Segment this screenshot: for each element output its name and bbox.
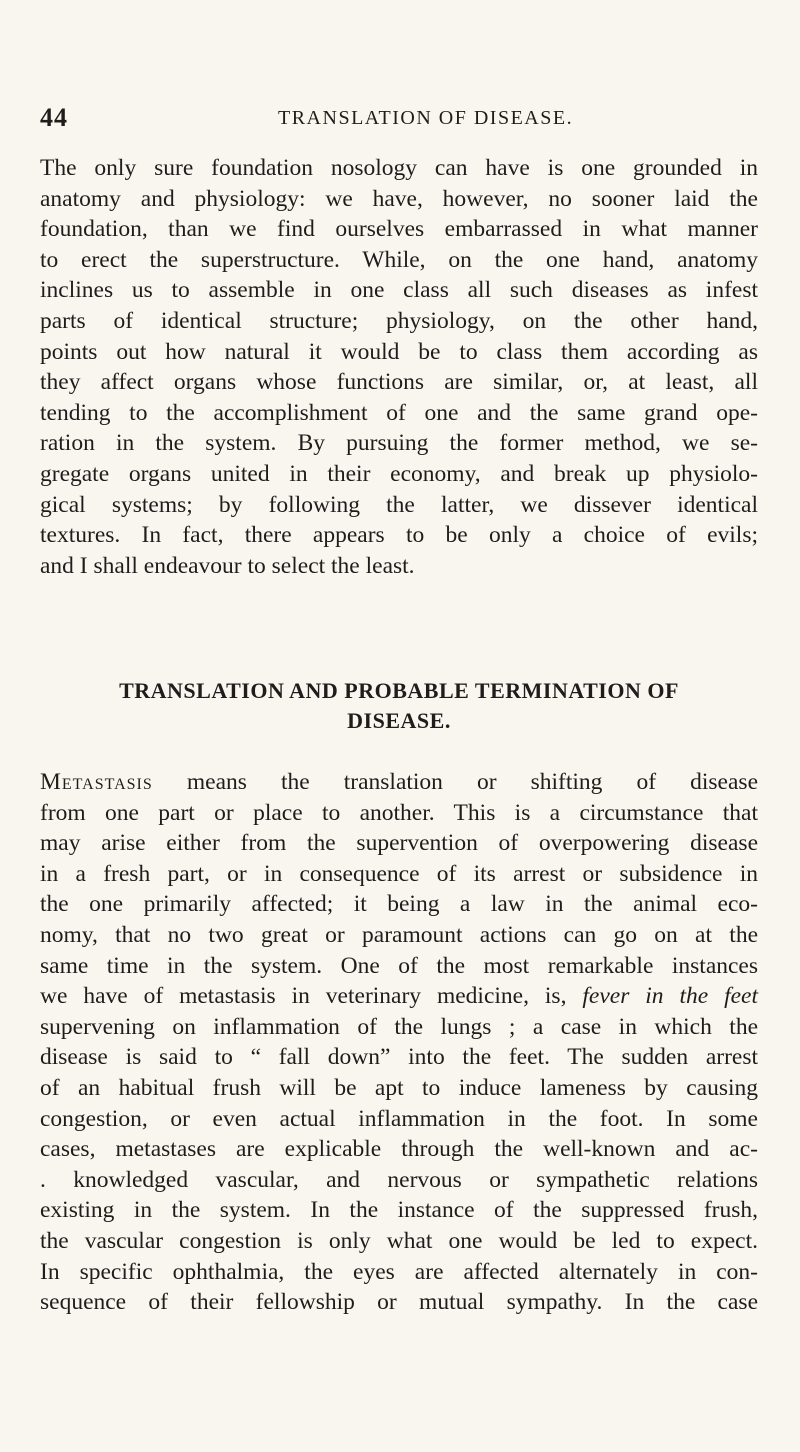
text-line [40,981,758,1012]
text-line: gical systems; by following the latter, we dissever identical [40,491,758,518]
running-head [40,103,760,143]
text-line: and I shall endeavour to select the least. [40,552,415,579]
text-line: ration in the system. By pursuing the former method, we se- [40,430,758,457]
paragraph-nosology [40,153,758,581]
text-line: to erect the superstructure. While, on the one hand, anatomy [40,246,758,273]
text-line: of an habitual frush will be apt to induce lameness by causing [40,1074,758,1101]
text-line: gregate organs united in their economy, and break up physiolo- [40,460,758,487]
text-line: the one primarily affected; it being a law in the animal eco- [40,891,758,918]
text-line: may arise either from the supervention of overpowering disease [40,830,758,857]
text-line: tending to the accomplishment of one and the same grand ope- [40,399,758,426]
text-line: anatomy and physiology: we have, however, no sooner laid the [40,185,758,212]
text-line: foundation, than we find ourselves embarrassed in what manner [40,216,758,243]
section-heading [40,676,758,736]
text-line: The only sure foundation nosology can have is one grounded in [40,155,758,181]
text-line: existing in the system. In the instance of the suppressed frush, [40,1197,758,1224]
text-line: textures. In fact, there appears to be only a choice of evils; [40,522,758,549]
lead-word: Metastasis [40,769,153,795]
text-line: they affect organs whose functions are similar, or, at least, all [40,369,758,396]
text-line: in a fresh part, or in consequence of its arrest or subsidence in [40,860,758,887]
text-line: parts of identical structure; physiology, on the other hand, [40,307,758,334]
text-line: from one part or place to another. This is a circumstance that [40,799,758,826]
text-line: cases, metastases are explicable through the well-known and ac- [40,1136,758,1163]
text-line: sequence of their fellowship or mutual sympathy. In the case [40,1289,758,1316]
text-line: nomy, that no two great or paramount actions can go on at the [40,921,758,948]
running-title: TRANSLATION OF DISEASE. [278,107,574,129]
text-line: disease is said to “ fall down” into the feet. The sudden arrest [40,1044,758,1071]
text-fragment: means the translation or shifting of disease [152,769,758,795]
italic-phrase: fever in the feet [582,983,759,1010]
text-line: supervening on inflammation of the lungs ; a case in which the [40,1013,758,1040]
text-line: the vascular congestion is only what one would be led to expect. [40,1227,758,1254]
text-line: same time in the system. One of the most remarkable instances [40,952,758,979]
page-number: 44 [40,103,68,132]
text-line [40,767,758,798]
section-heading-line: DISEASE. [347,708,451,733]
text-line: congestion, or even actual inflammation in the foot. In some [40,1105,758,1132]
text-line: points out how natural it would be to class them according as [40,338,758,365]
text-line: inclines us to assemble in one class all such diseases as infest [40,277,758,304]
paragraph-metastasis [40,767,758,1318]
text-fragment: we have of metastasis in veterinary medicine, is, [40,983,583,1010]
text-line: . knowledged vascular, and nervous or sympathetic relations [40,1166,758,1193]
section-heading-line: TRANSLATION AND PROBABLE TERMINATION OF [119,678,679,703]
text-line: In specific ophthalmia, the eyes are affected alternately in con- [40,1258,758,1285]
